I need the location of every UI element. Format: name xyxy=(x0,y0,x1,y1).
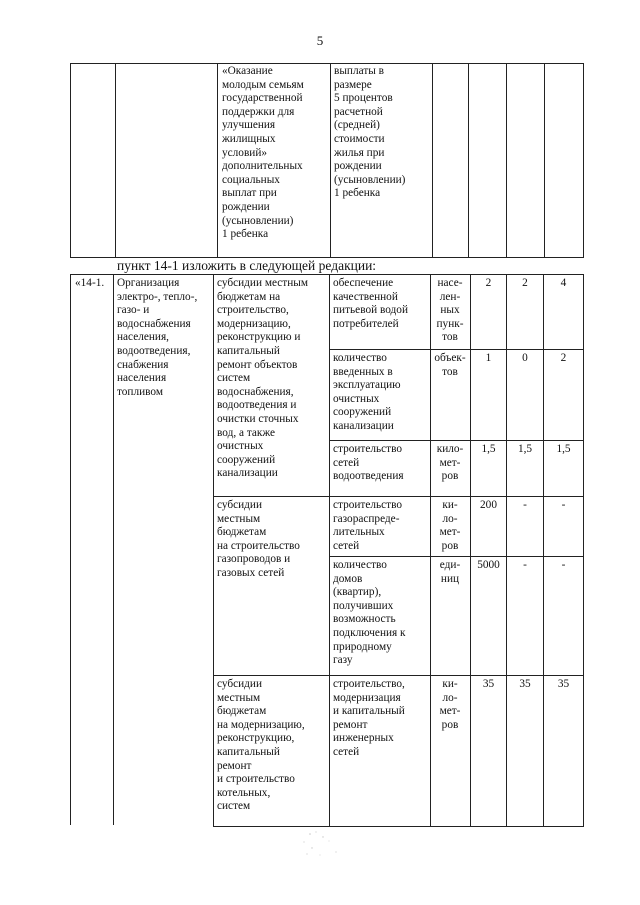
measure-gas: субсидии местным бюджетам на строительство газопроводов и газовых сетей xyxy=(217,499,300,579)
row-separator xyxy=(329,349,584,350)
main-table-vline xyxy=(70,274,71,825)
indicator-cell: строительство газораспреде- лительных сетей xyxy=(333,499,403,552)
program-name-cell: «Оказание молодым семьям государственной поддержки для улучшения жилищных условий» дополнительных социальных выплат при рождении (усыновлении) 1 ребенка xyxy=(222,65,304,241)
top-table-vline xyxy=(506,63,507,258)
value-year3: - xyxy=(561,559,566,571)
value-year2: 0 xyxy=(522,352,528,364)
measure-water: субсидии местным бюджетам на строительство, модернизацию, реконструкцию и капитальный ремонт объектов систем водоснабжения, водоотведения и очистки сточных вод, а также очистных сооружений канализации xyxy=(217,277,309,480)
item-title: Организация электро-, тепло-, газо- и водоснабжения населения, водоотведения, снабжения населения топливом xyxy=(117,277,198,398)
value-year3: - xyxy=(561,499,566,511)
top-table-vline xyxy=(432,63,433,258)
value-year1: 1,5 xyxy=(481,443,496,455)
value-year1: 1 xyxy=(485,352,492,364)
main-table-vline xyxy=(583,274,584,827)
scan-smudge xyxy=(298,828,348,860)
main-table-vline xyxy=(329,274,330,827)
top-table-vline xyxy=(544,63,545,258)
unit-cell: насе- лен- ных пунк- тов xyxy=(436,277,464,344)
value-year1: 5000 xyxy=(477,559,500,571)
value-year3: 2 xyxy=(560,352,567,364)
value-year3: 4 xyxy=(560,277,567,289)
value-year2: - xyxy=(523,559,527,571)
unit-cell: кило- мет- ров xyxy=(436,443,464,483)
top-table-vline xyxy=(468,63,469,258)
value-year1: 200 xyxy=(480,499,497,511)
amendment-instruction: пункт 14-1 изложить в следующей редакции: xyxy=(117,258,377,273)
value-year1: 2 xyxy=(485,277,492,289)
top-table-vline xyxy=(330,63,331,258)
indicator-cell: количество домов (квартир), получивших возможность подключения к природному газу xyxy=(333,559,406,667)
top-table-vline xyxy=(583,63,584,258)
group-separator xyxy=(213,675,584,676)
value-year3: 1,5 xyxy=(556,443,571,455)
indicator-cell: количество введенных в эксплуатацию очистных сооружений канализации xyxy=(333,352,401,432)
value-year2: 2 xyxy=(522,277,528,289)
page-number: 5 xyxy=(316,33,324,48)
indicator-cell: строительство, модернизация и капитальный ремонт инженерных сетей xyxy=(333,678,405,758)
row-separator xyxy=(329,556,584,557)
value-year1: 35 xyxy=(482,678,495,690)
group-separator xyxy=(213,496,584,497)
value-year2: - xyxy=(523,499,527,511)
main-table-vline xyxy=(213,274,214,827)
unit-cell: ки- ло- мет- ров xyxy=(439,499,461,552)
measure-heating: субсидии местным бюджетам на модернизацию, реконструкцию, капитальный ремонт и строительство котельных, систем xyxy=(217,678,305,813)
indicator-cell: строительство сетей водоотведения xyxy=(333,443,404,483)
unit-cell: еди- ниц xyxy=(439,559,461,585)
value-year2: 1,5 xyxy=(517,443,533,455)
top-table-vline xyxy=(217,63,218,258)
value-year2: 35 xyxy=(519,678,531,690)
unit-cell: объек- тов xyxy=(434,352,466,378)
row-separator xyxy=(329,440,584,441)
main-table-border-bottom xyxy=(213,826,584,827)
indicator-cell: обеспечение качественной питьевой водой потребителей xyxy=(333,277,408,330)
main-table-vline xyxy=(113,274,114,825)
top-table-vline xyxy=(115,63,116,258)
indicator-cell: выплаты в размере 5 процентов расчетной (средней) стоимости жилья при рождении (усыновлении) 1 ребенка xyxy=(334,65,406,200)
unit-cell: ки- ло- мет- ров xyxy=(439,678,461,731)
item-number: «14-1. xyxy=(75,277,105,289)
top-table-vline xyxy=(70,63,71,258)
value-year3: 35 xyxy=(557,678,570,690)
